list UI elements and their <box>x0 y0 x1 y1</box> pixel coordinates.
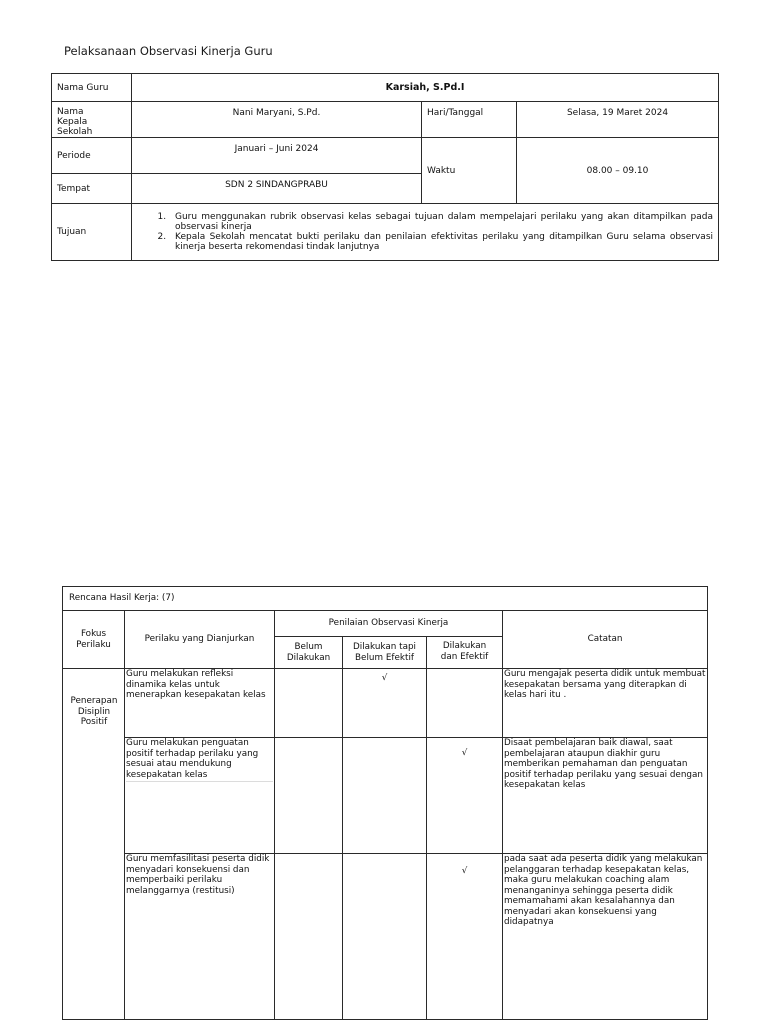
col-fokus-perilaku: Fokus Perilaku <box>63 611 125 669</box>
col-catatan: Catatan <box>503 611 708 669</box>
tujuan-label: Tujuan <box>52 204 132 261</box>
fokus-perilaku-cell: Penerapan Disiplin Positif <box>63 669 125 1020</box>
dilakukan-efektif-cell: √ <box>427 854 503 1020</box>
periode-value: Januari – Juni 2024 <box>132 138 422 174</box>
rencana-hasil-kerja-table <box>62 586 708 1020</box>
perilaku-cell: Guru memfasilitasi peserta didik menyadari konsekuensi dan memperbaiki perilaku melanggarnya (restitusi) <box>125 854 275 1020</box>
rhk-header: Rencana Hasil Kerja: (7) <box>63 587 708 611</box>
dilakukan-efektif-cell: √ <box>427 738 503 854</box>
catatan-cell: Disaat pembelajaran baik diawal, saat pembelajaran ataupun diakhir guru memberikan pemahaman dan penguatan positif terhadap perilaku yang sesuai dengan kesepakatan kelas <box>503 738 708 854</box>
perilaku-cell: Guru melakukan refleksi dinamika kelas untuk menerapkan kesepakatan kelas <box>125 669 275 738</box>
nama-guru-label: Nama Guru <box>52 74 132 102</box>
belum-cell <box>275 738 343 854</box>
tujuan-item-2: 2. Kepala Sekolah mencatat bukti perilaku dan penilaian efektivitas perilaku yang ditampilkan Guru selama observasi kinerja beserta rekomendasi tindak lanjutnya <box>169 232 713 252</box>
tujuan-list <box>137 212 713 252</box>
belum-cell <box>275 854 343 1020</box>
table-row <box>63 854 708 1020</box>
catatan-cell: Guru mengajak peserta didik untuk membuat kesepakatan bersama yang diterapkan di kelas hari itu . <box>503 669 708 738</box>
col-penilaian-observasi: Penilaian Observasi Kinerja <box>275 611 503 637</box>
col-dilakukan-belum-efektif: Dilakukan tapi Belum Efektif <box>343 637 427 669</box>
col-perilaku-dianjurkan: Perilaku yang Dianjurkan <box>125 611 275 669</box>
document-title: Pelaksanaan Observasi Kinerja Guru <box>64 44 273 58</box>
kepala-sekolah-value: Nani Maryani, S.Pd. <box>132 102 422 138</box>
dilakukan-tapi-cell <box>343 854 427 1020</box>
waktu-label: Waktu <box>422 138 517 204</box>
perilaku-cell: Guru melakukan penguatan positif terhadap perilaku yang sesuai atau mendukung kesepakatan kelas <box>125 738 275 854</box>
dilakukan-tapi-cell: √ <box>343 669 427 738</box>
table-row <box>63 669 708 738</box>
tempat-value: SDN 2 SINDANGPRABU <box>132 174 422 204</box>
table-row <box>63 738 708 854</box>
hari-tanggal-value: Selasa, 19 Maret 2024 <box>517 102 719 138</box>
tujuan-list-cell <box>132 204 719 261</box>
catatan-cell: pada saat ada peserta didik yang melakukan pelanggaran terhadap kesepakatan kelas, maka guru melakukan coaching alam menanganinya sehingga peserta didik memamahami akan kesalahannya dan menyadari akan konsekuensi yang didapatnya <box>503 854 708 1020</box>
dilakukan-tapi-cell <box>343 738 427 854</box>
kepala-sekolah-label: Nama Kepala Sekolah <box>52 102 132 138</box>
info-table <box>51 73 719 261</box>
dilakukan-efektif-cell <box>427 669 503 738</box>
nama-guru-value: Karsiah, S.Pd.I <box>132 74 719 102</box>
col-dilakukan-efektif: Dilakukan dan Efektif <box>427 637 503 669</box>
periode-label: Periode <box>52 138 132 174</box>
tujuan-item-1: 1. Guru menggunakan rubrik observasi kelas sebagai tujuan dalam mempelajari perilaku yang akan ditampilkan pada observasi kinerja <box>169 212 713 232</box>
hari-tanggal-label: Hari/Tanggal <box>422 102 517 138</box>
waktu-value: 08.00 – 09.10 <box>517 138 719 204</box>
tempat-label: Tempat <box>52 174 132 204</box>
col-belum-dilakukan: Belum Dilakukan <box>275 637 343 669</box>
belum-cell <box>275 669 343 738</box>
